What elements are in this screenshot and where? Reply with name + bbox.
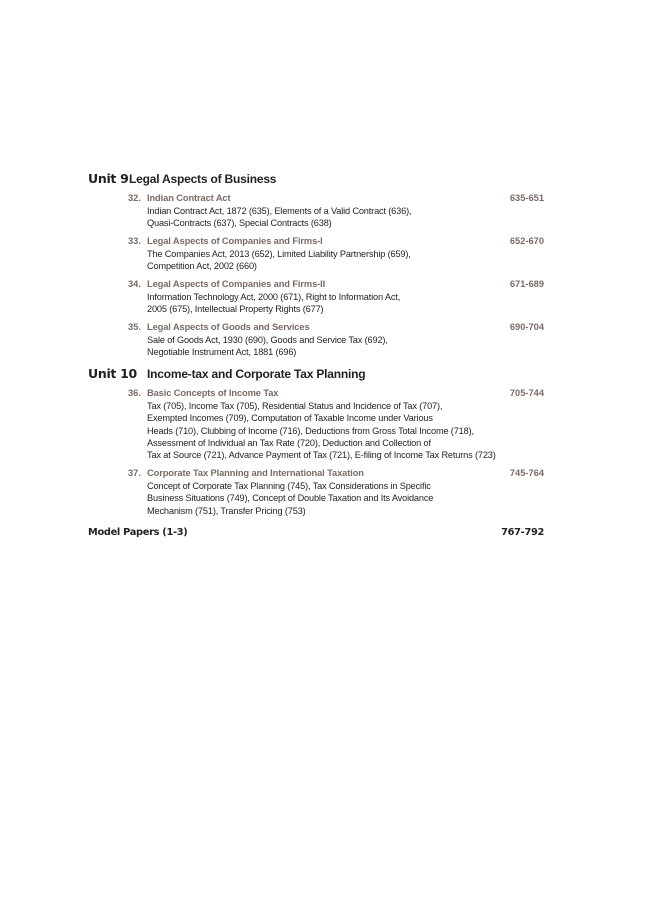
chapter-entry	[128, 277, 544, 316]
chapter-topics	[147, 400, 544, 461]
topic-line: Heads (710), Clubbing of Income (716), Deductions from Gross Total Income (718),	[147, 425, 474, 436]
topic-line: 2005 (675), Intellectual Property Rights (677)	[147, 304, 324, 315]
chapter-title: Basic Concepts of Income Tax	[147, 388, 279, 398]
topic-line: Tax at Source (721), Advance Payment of Tax (721), E-filing of Income Tax Returns (723)	[147, 450, 496, 461]
unit-label: Unit 9	[88, 171, 129, 186]
chapter-title: Legal Aspects of Companies and Firms-I	[147, 236, 323, 246]
chapter-title: Corporate Tax Planning and International Taxation	[147, 468, 364, 478]
chapter-entry	[128, 466, 544, 517]
topic-line: Exempted Incomes (709), Computation of Taxable Income under Various	[147, 413, 433, 424]
chapter-pages: 705-744	[509, 388, 544, 398]
chapter-heading	[128, 386, 544, 400]
topic-line: Business Situations (749), Concept of Double Taxation and Its Avoidance	[147, 493, 434, 504]
chapter-pages: 671-689	[509, 279, 544, 289]
unit-label: Unit 10	[88, 366, 137, 381]
chapter-heading	[128, 277, 544, 291]
topic-line: The Companies Act, 2013 (652), Limited Liability Partnership (659),	[147, 249, 411, 259]
chapter-entry	[128, 234, 544, 273]
chapter-pages: 745-764	[509, 468, 544, 478]
chapter-title: Legal Aspects of Goods and Services	[147, 322, 310, 332]
chapter-number: 32.	[128, 193, 141, 203]
chapter-heading	[128, 234, 544, 248]
chapter-entry	[128, 320, 544, 359]
topic-line: Assessment of Individual an Tax Rate (720), Deduction and Collection of	[147, 437, 431, 448]
chapter-topics	[147, 334, 544, 359]
topic-line: Sale of Goods Act, 1930 (690), Goods and Service Tax (692),	[147, 335, 388, 345]
topic-line: Indian Contract Act, 1872 (635), Elements of a Valid Contract (636),	[147, 206, 412, 216]
chapter-number: 33.	[128, 236, 141, 246]
chapter-title: Indian Contract Act	[147, 193, 231, 203]
chapter-entry	[128, 191, 544, 230]
model-papers-label: Model Papers (1-3)	[88, 527, 188, 538]
chapter-number: 35.	[128, 322, 141, 332]
unit-title: Income-tax and Corporate Tax Planning	[147, 367, 366, 381]
chapter-heading	[128, 466, 544, 480]
model-papers-pages: 767-792	[501, 527, 544, 538]
chapter-heading	[128, 191, 544, 205]
topic-line: Concept of Corporate Tax Planning (745), Tax Considerations in Specific	[147, 481, 431, 491]
chapter-number: 37.	[128, 468, 141, 478]
chapter-entry	[128, 386, 544, 461]
chapter-number: 34.	[128, 279, 141, 289]
unit-heading	[88, 171, 544, 186]
unit-title: Legal Aspects of Business	[129, 172, 277, 186]
chapter-topics	[147, 291, 544, 316]
chapter-pages: 635-651	[509, 193, 544, 203]
topic-line: Mechanism (751), Transfer Pricing (753)	[147, 505, 306, 516]
unit-heading	[88, 366, 544, 381]
chapter-topics	[147, 480, 544, 517]
chapter-title: Legal Aspects of Companies and Firms-II	[147, 279, 326, 289]
topic-line: Competition Act, 2002 (660)	[147, 261, 257, 272]
topic-line: Tax (705), Income Tax (705), Residential Status and Incidence of Tax (707),	[147, 401, 443, 411]
topic-line: Information Technology Act, 2000 (671), Right to Information Act,	[147, 292, 401, 302]
chapter-number: 36.	[128, 388, 141, 398]
topic-line: Quasi-Contracts (637), Special Contracts (638)	[147, 218, 332, 229]
chapter-pages: 690-704	[509, 322, 544, 332]
model-papers-entry	[88, 527, 544, 538]
topic-line: Negotiable Instrument Act, 1881 (696)	[147, 347, 297, 358]
chapter-topics	[147, 205, 544, 230]
chapter-heading	[128, 320, 544, 334]
chapter-pages: 652-670	[509, 236, 544, 246]
chapter-topics	[147, 248, 544, 273]
